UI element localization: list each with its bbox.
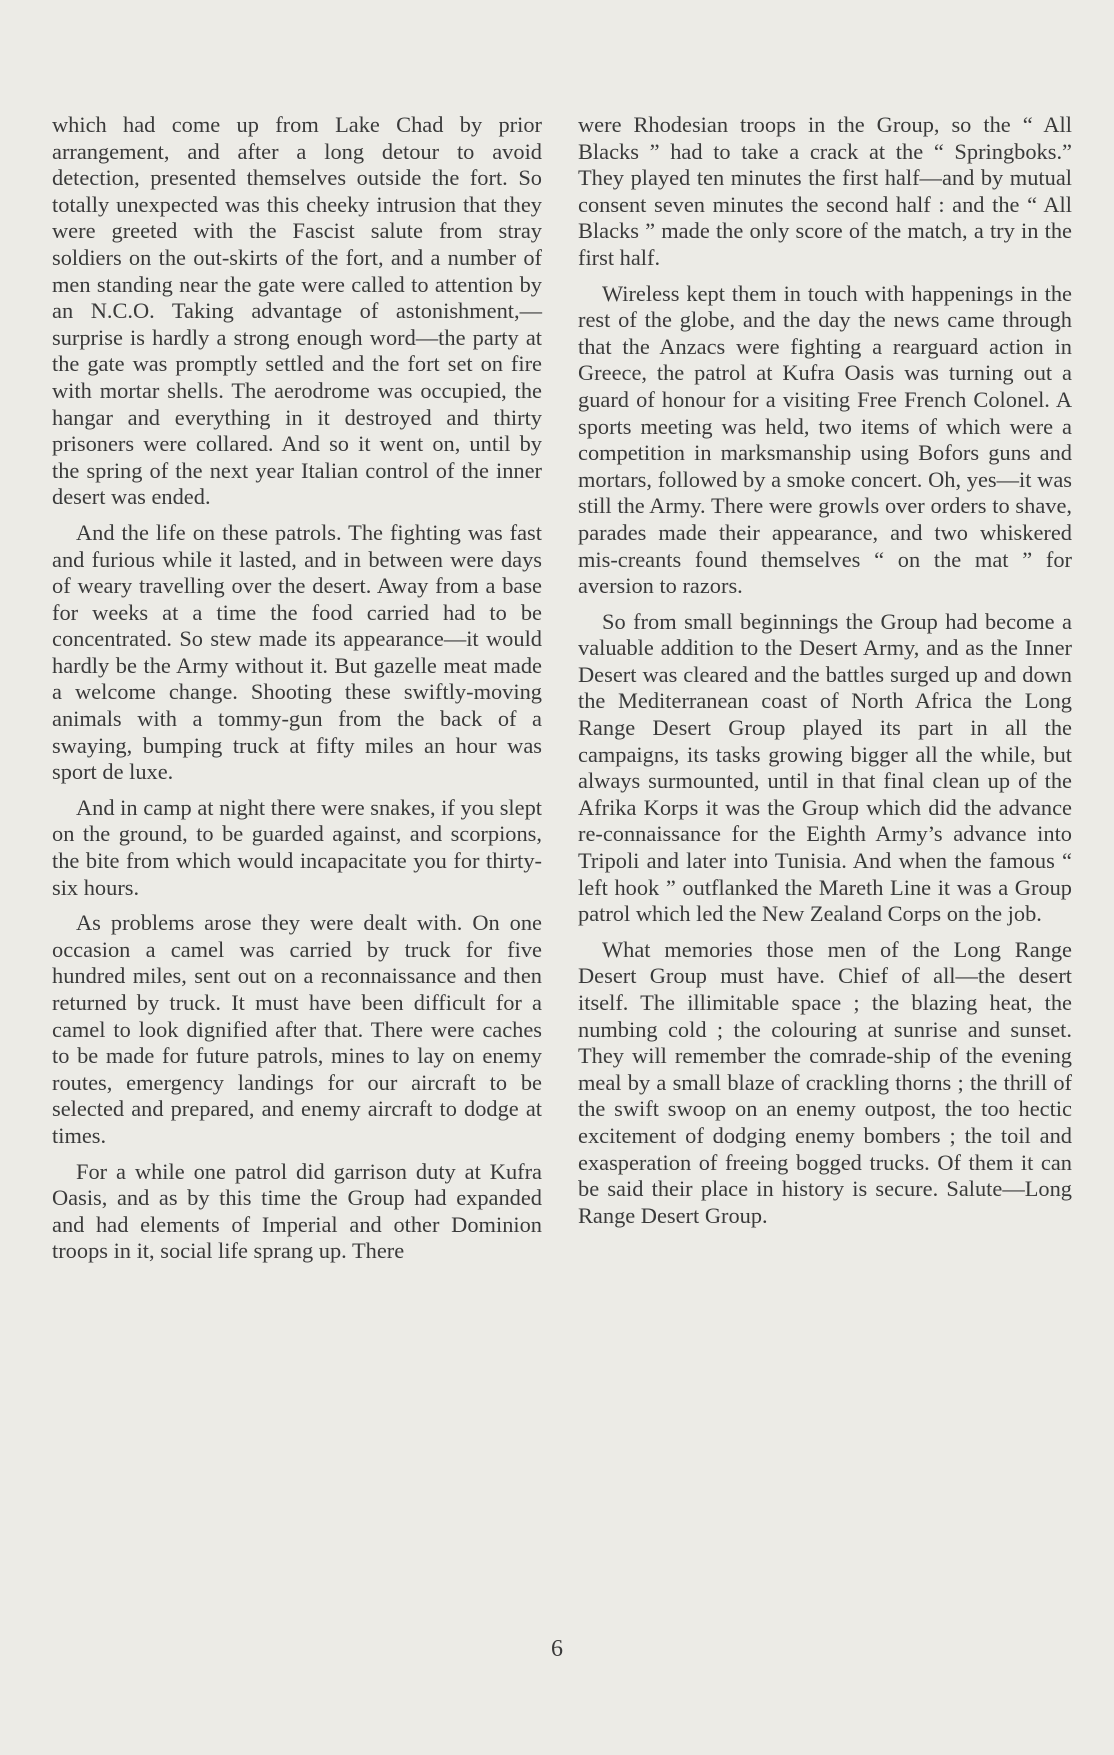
- page-number: 6: [551, 1636, 563, 1662]
- paragraph: And the life on these patrols. The fighting was fast and furious while it lasted, and in between were days of weary travelling over the desert. Away from a base for weeks at a time the food carried had to be concentrated. So stew made its appearance—it would hardly be the Army without it. But gazelle meat made a welcome change. Shooting these swiftly-moving animals with a tommy-gun from the back of a swaying, bumping truck at fifty miles an hour was sport de luxe.: [52, 519, 542, 785]
- paragraph: And in camp at night there were snakes, if you slept on the ground, to be guarded against, and scorpions, the bite from which would incapacitate you for thirty-six hours.: [52, 794, 542, 900]
- left-column: [52, 112, 542, 1274]
- paragraph: which had come up from Lake Chad by prior arrangement, and after a long detour to avoid detection, presented themselves outside the fort. So totally unexpected was this cheeky intrusion that they were greeted with the Fascist salute from stray soldiers on the out-skirts of the fort, and a number of men standing near the gate were called to attention by an N.C.O. Taking advantage of astonishment,—surprise is hardly a strong enough word—the party at the gate was promptly settled and the fort set on fire with mortar shells. The aerodrome was occupied, the hangar and everything in it destroyed and thirty prisoners were collared. And so it went on, until by the spring of the next year Italian control of the inner desert was ended.: [52, 112, 542, 510]
- paragraph: For a while one patrol did garrison duty at Kufra Oasis, and as by this time the Group had expanded and had elements of Imperial and other Dominion troops in it, social life sprang up. There: [52, 1158, 542, 1264]
- right-column: [578, 112, 1072, 1238]
- paragraph: So from small beginnings the Group had become a valuable addition to the Desert Army, and as the Inner Desert was cleared and the battles surged up and down the Mediterranean coast of North Africa the Long Range Desert Group played its part in all the campaigns, its tasks growing bigger all the while, but always surmounted, until in that final clean up of the Afrika Korps it was the Group which did the advance re-connaissance for the Eighth Army’s advance into Tripoli and later into Tunisia. And when the famous “ left hook ” outflanked the Mareth Line it was a Group patrol which led the New Zealand Corps on the job.: [578, 608, 1072, 927]
- paragraph: were Rhodesian troops in the Group, so the “ All Blacks ” had to take a crack at the “ Springboks.” They played ten minutes the first half—and by mutual consent seven minutes the second half : and the “ All Blacks ” made the only score of the match, a try in the first half.: [578, 112, 1072, 270]
- paragraph: Wireless kept them in touch with happenings in the rest of the globe, and the day the news came through that the Anzacs were fighting a rearguard action in Greece, the patrol at Kufra Oasis was turning out a guard of honour for a visiting Free French Colonel. A sports meeting was held, two items of which were a competition in marksmanship using Bofors guns and mortars, followed by a smoke concert. Oh, yes—it was still the Army. There were growls over orders to shave, parades made their appearance, and two whiskered mis-creants found themselves “ on the mat ” for aversion to razors.: [578, 280, 1072, 599]
- paragraph: As problems arose they were dealt with. On one occasion a camel was carried by truck for five hundred miles, sent out on a reconnaissance and then returned by truck. It must have been difficult for a camel to look dignified after that. There were caches to be made for future patrols, mines to lay on enemy routes, emergency landings for our aircraft to be selected and prepared, and enemy aircraft to dodge at times.: [52, 910, 542, 1148]
- paragraph: What memories those men of the Long Range Desert Group must have. Chief of all—the desert itself. The illimitable space ; the blazing heat, the numbing cold ; the colouring at sunrise and sunset. They will remember the comrade-ship of the evening meal by a small blaze of crackling thorns ; the thrill of the swift swoop on an enemy outpost, the too hectic excitement of dodging enemy bombers ; the toil and exasperation of freeing bogged trucks. Of them it can be said their place in history is secure. Salute—Long Range Desert Group.: [578, 936, 1072, 1228]
